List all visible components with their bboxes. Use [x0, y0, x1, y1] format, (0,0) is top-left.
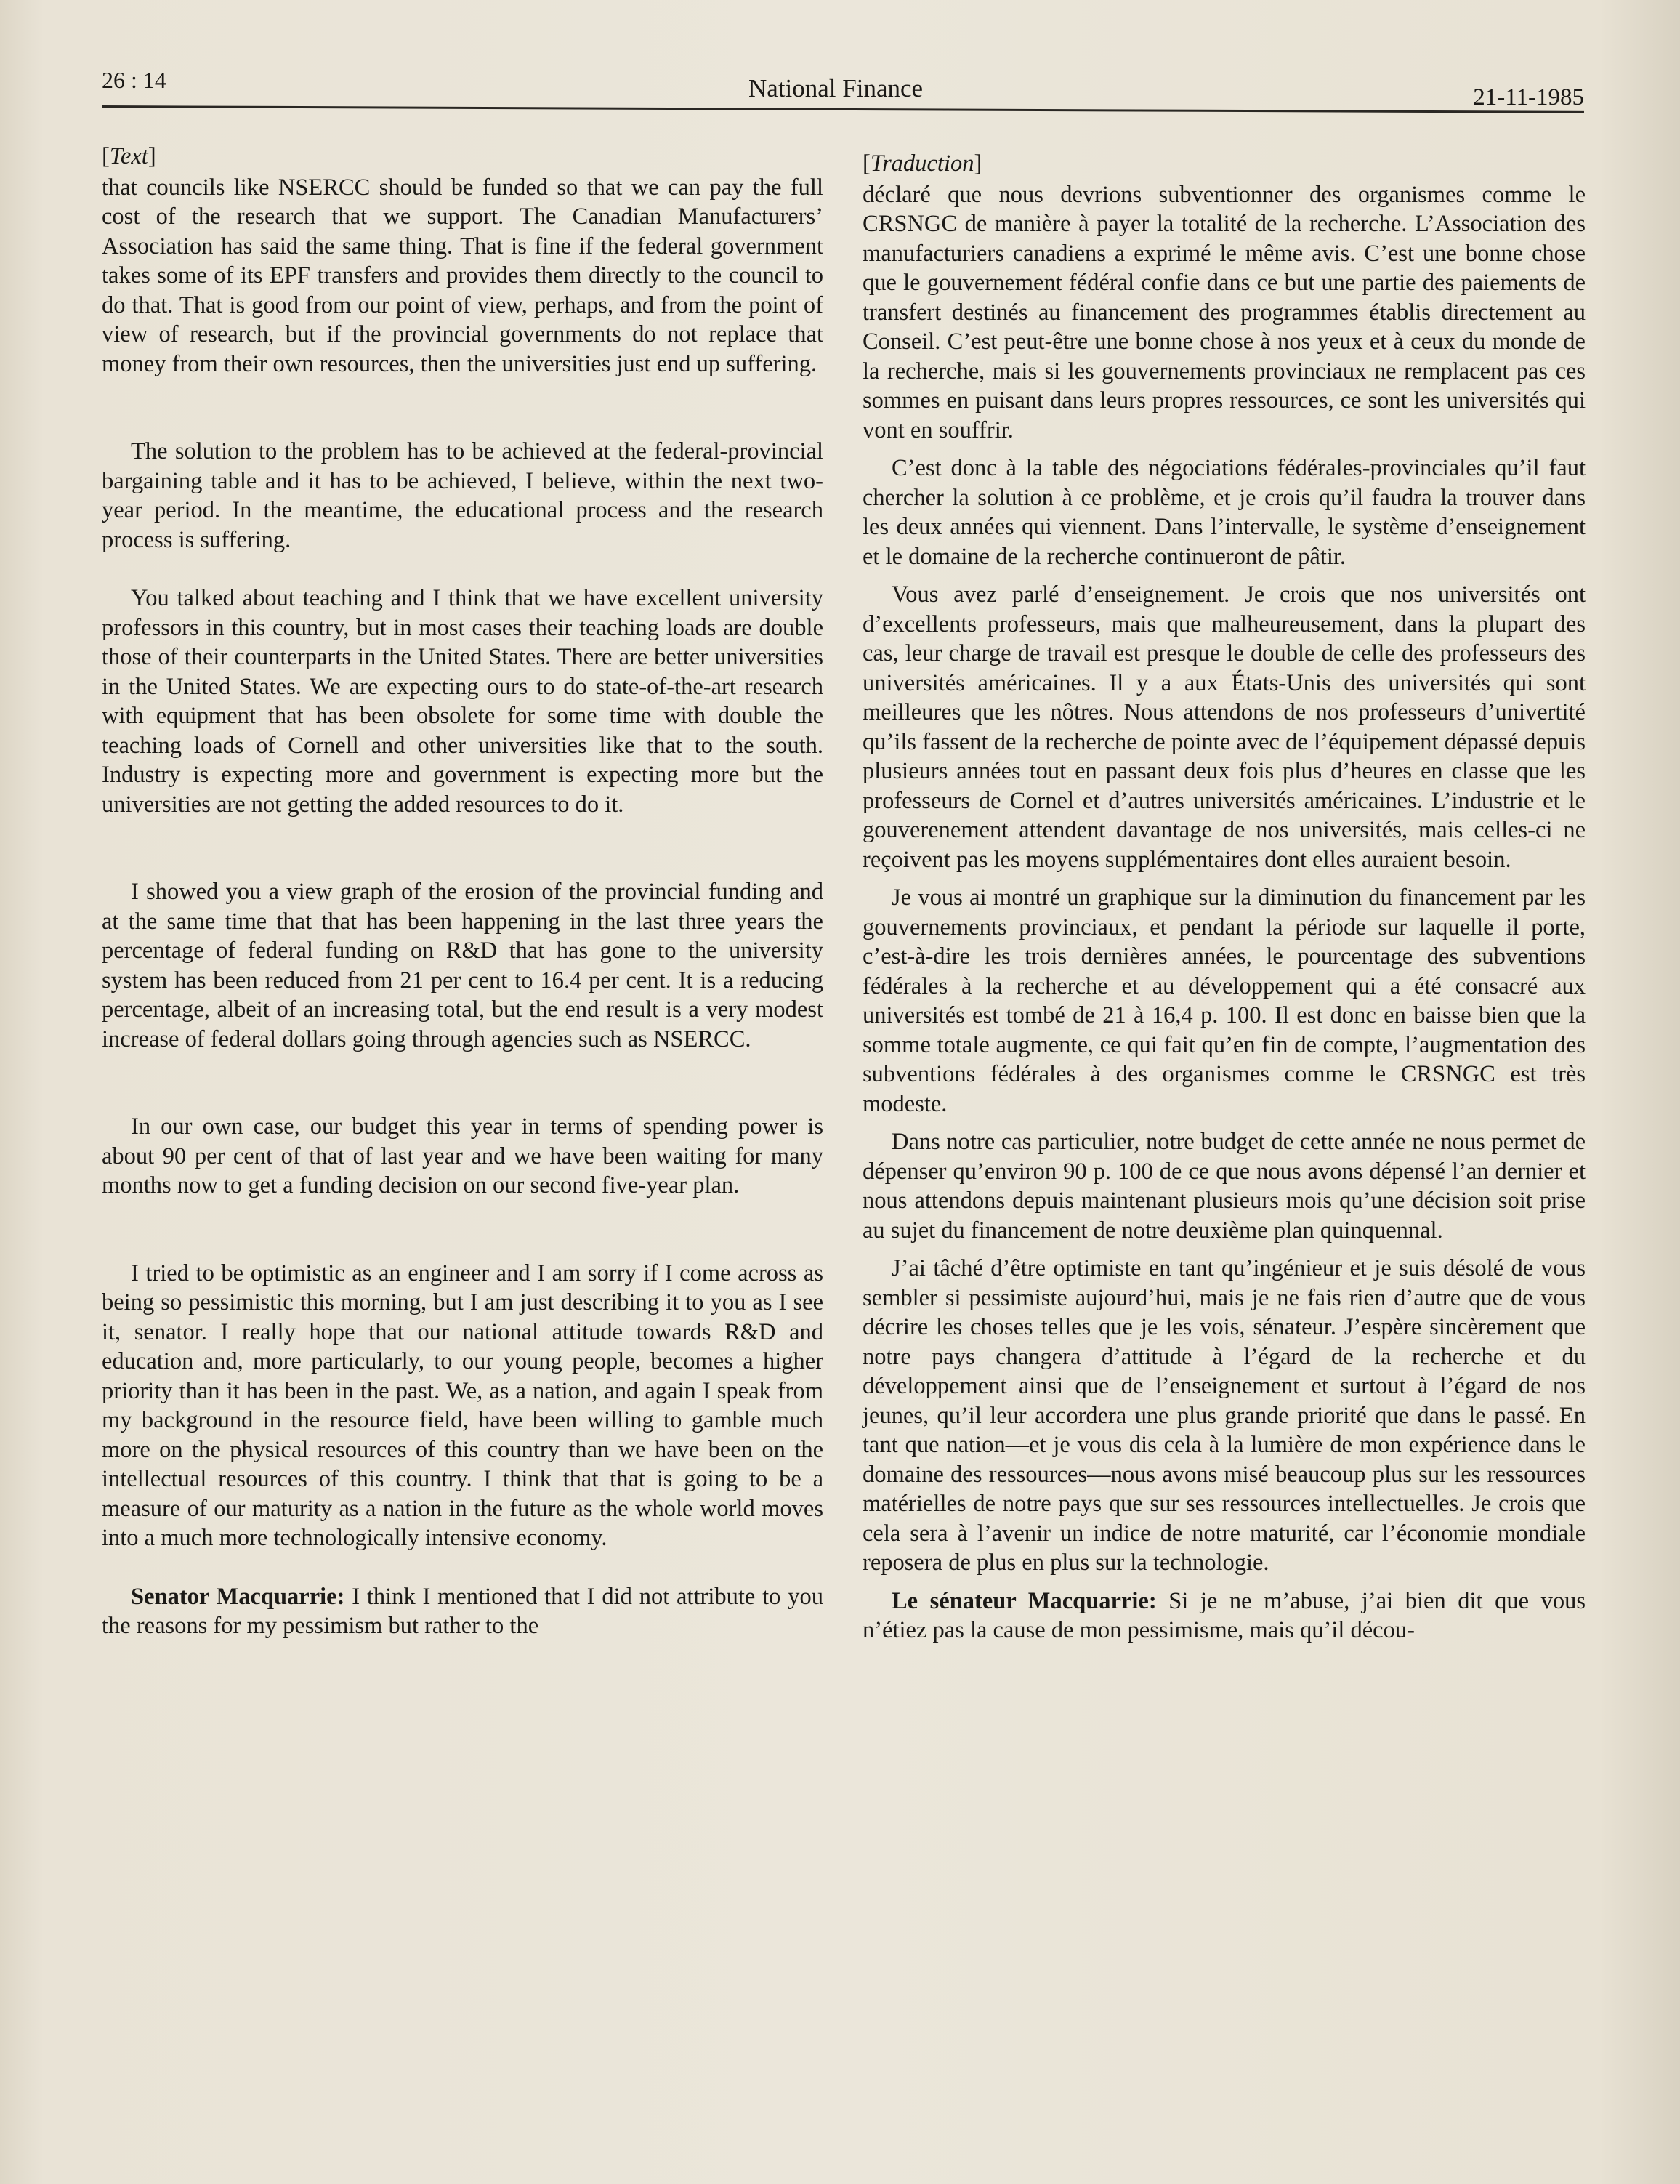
speaker-text: Si je ne m’abuse, j’ai bien dit que vous n’étiez pas la cause de mon pessimisme, mais qu’il décou-: [863, 1587, 1586, 1643]
speaker-name: Senator Macquarrie:: [131, 1583, 345, 1610]
english-column: [102, 142, 823, 1641]
paragraph-1: déclaré que nous devrions subventionner des organismes comme le CRSNGC de manière à payer la totalité de la recherche. L’Association des manufacturiers canadiens a exprimé le même avis. C’est une bonne chose que le gouvernement fédéral confie dans ce but une partie des paiements de transfert destinés au financement des programmes établis directement au Conseil. C’est peut-être une bonne chose à nos yeux et à ceux du monde de la recherche, mais si les gouvernements provinciaux ne remplacent pas ces sommes en puisant dans leurs propres ressources, ce sont les universités qui vont en souffrir.: [863, 181, 1586, 443]
paragraph-1: that councils like NSERCC should be funded so that we can pay the full cost of the research that we support. The Canadian Manufacturers’ Association has said the same thing. That is fine if the federal government takes some of its EPF transfers and provides them directly to the council to do that. That is good from our point of view, perhaps, and from the point of view of research, but if the provincial governments do not replace that money from their own resources, then the universities just end up suffering.: [102, 174, 823, 377]
publication-title: National Finance: [748, 74, 924, 102]
paragraph-4: Je vous ai montré un graphique sur la diminution du financement par les gouvernements provinciaux, et pendant la période sur laquelle il porte, c’est-à-dire les trois dernières années, le pourcentage des subventions fédérales à la recherche et au développement qui a été consacré aux universités est tombé de 21 à 16,4 p. 100. Il est donc en baisse bien que la somme totale augmente, ce qui fait qu’en fin de compte, l’augmentation des subventions fédérales à des organismes comme le CRSNGC est très modeste.: [863, 885, 1586, 1117]
paragraph-6: J’ai tâché d’être optimiste en tant qu’ingénieur et je suis désolé de vous sembler si pessimiste aujourd’hui, mais je ne fais rien d’autre que de vous décrire les choses telles que je les vois, sénateur. J’espère sincèrement que notre pays changera d’attitude à l’égard de la recherche et du développement ainsi que de l’enseignement et surtout à l’égard de nos jeunes, qu’il leur accordera une plus grande priorité que dans le passé. En tant que nation—et je vous dis cela à la lumière de mon expérience dans le domaine des ressources—nous avons misé beaucoup plus sur les ressources matérielles de notre pays que sur ses ressources intellectuelles. Je crois que cela sera à l’avenir un indice de notre maturité, car l’économie mondiale reposera de plus en plus sur la technologie.: [863, 1255, 1586, 1576]
label-text: Traduction: [870, 150, 974, 177]
label-open-bracket: [: [102, 143, 110, 169]
page-header: [102, 67, 1584, 110]
traduction-label: [863, 149, 1586, 179]
label-open-bracket: [: [863, 150, 871, 177]
speaker-name: Le sénateur Macquarrie:: [892, 1587, 1157, 1614]
page-number: 26 : 14: [102, 67, 166, 93]
speaker-paragraph: [863, 1587, 1586, 1645]
paragraph-6: I tried to be optimistic as an engineer and I am sorry if I come across as being so pessimistic this morning, but I am just describing it to you as I see it, senator. I really hope that our national attitude towards R&D and education and, more particularly, to our young people, becomes a higher priority than it has been in the past. We, as a nation, and again I speak from my background in the resource field, have been willing to gamble much more on the physical resources of this country than we have been on the intellectual resources of this country. I think that that is going to be a measure of our maturity as a nation in the future as the whole world moves into a much more technologically intensive economy.: [102, 1260, 823, 1551]
paragraph-2: C’est donc à la table des négociations fédérales-provinciales qu’il faut chercher la solution à ce problème, et je crois qu’il faudra la trouver dans les deux années qui viennent. Dans l’intervalle, le système d’enseignement et le domaine de la recherche continueront de pâtir.: [863, 455, 1586, 570]
speaker-paragraph: [102, 1582, 823, 1641]
paragraph-4: I showed you a view graph of the erosion of the provincial funding and at the same time that that has been happening in the last three years the percentage of federal funding on R&D that has gone to the university system has been reduced from 21 per cent to 16.4 per cent. It is a reducing percentage, albeit of an increasing total, but the end result is a very modest increase of federal dollars going through agencies such as NSERCC.: [102, 879, 823, 1052]
paragraph-3: You talked about teaching and I think that we have excellent university professors in this country, but in most cases their teaching loads are double those of their counterparts in the United States. There are better universities in the United States. We are expecting ours to do state-of-the-art research with equipment that has been obsolete for some time with double the teaching loads of Cornell and other universities like that to the south. Industry is expecting more and government is expecting more but the universities are not getting the added resources to do it.: [102, 585, 823, 818]
speaker-text: I think I mentioned that I did not attribute to you the reasons for my pessimism but rather to the: [102, 1583, 823, 1639]
label-text: Text: [109, 143, 148, 169]
paragraph-5: In our own case, our budget this year in terms of spending power is about 90 per cent of that of last year and we have been waiting for many months now to get a funding decision on our second five-year plan.: [102, 1113, 823, 1198]
header-date: 21-11-1985: [1473, 84, 1584, 110]
french-column: [863, 149, 1586, 1645]
paragraph-3: Vous avez parlé d’enseignement. Je crois que nos universités ont d’excellents professeurs, mais que malheureusement, dans la plupart des cas, leur charge de travail est presque le double de celle des professeurs des universités américaines. Il y a aux États-Unis des universités qui sont meilleures que les nôtres. Nous attendons de nos professeurs d’univertité qu’ils fassent de la recherche de pointe avec de l’équipement dépassé depuis plusieurs années tout en passant deux fois plus d’heures en classe que les professeurs de Cornel et d’autres universités américaines. L’industrie et le gouverenement attendent davantage de nos universités, mais celles-ci ne reçoivent pas les moyens supplémentaires dont elles auraient besoin.: [863, 581, 1586, 873]
label-close-bracket: ]: [974, 150, 982, 177]
text-label: [102, 142, 823, 172]
paragraph-2: The solution to the problem has to be achieved at the federal-provincial bargaining table and it has to be achieved, I believe, within the next two-year period. In the meantime, the educational process and the research process is suffering.: [102, 438, 823, 553]
paragraph-5: Dans notre cas particulier, notre budget de cette année ne nous permet de dépenser qu’environ 90 p. 100 de ce que nous avons dépensé l’an dernier et nous attendons depuis maintenant plusieurs mois qu’une décision soit prise au sujet du financement de notre deuxième plan quinquennal.: [863, 1129, 1586, 1244]
label-close-bracket: ]: [148, 143, 156, 169]
